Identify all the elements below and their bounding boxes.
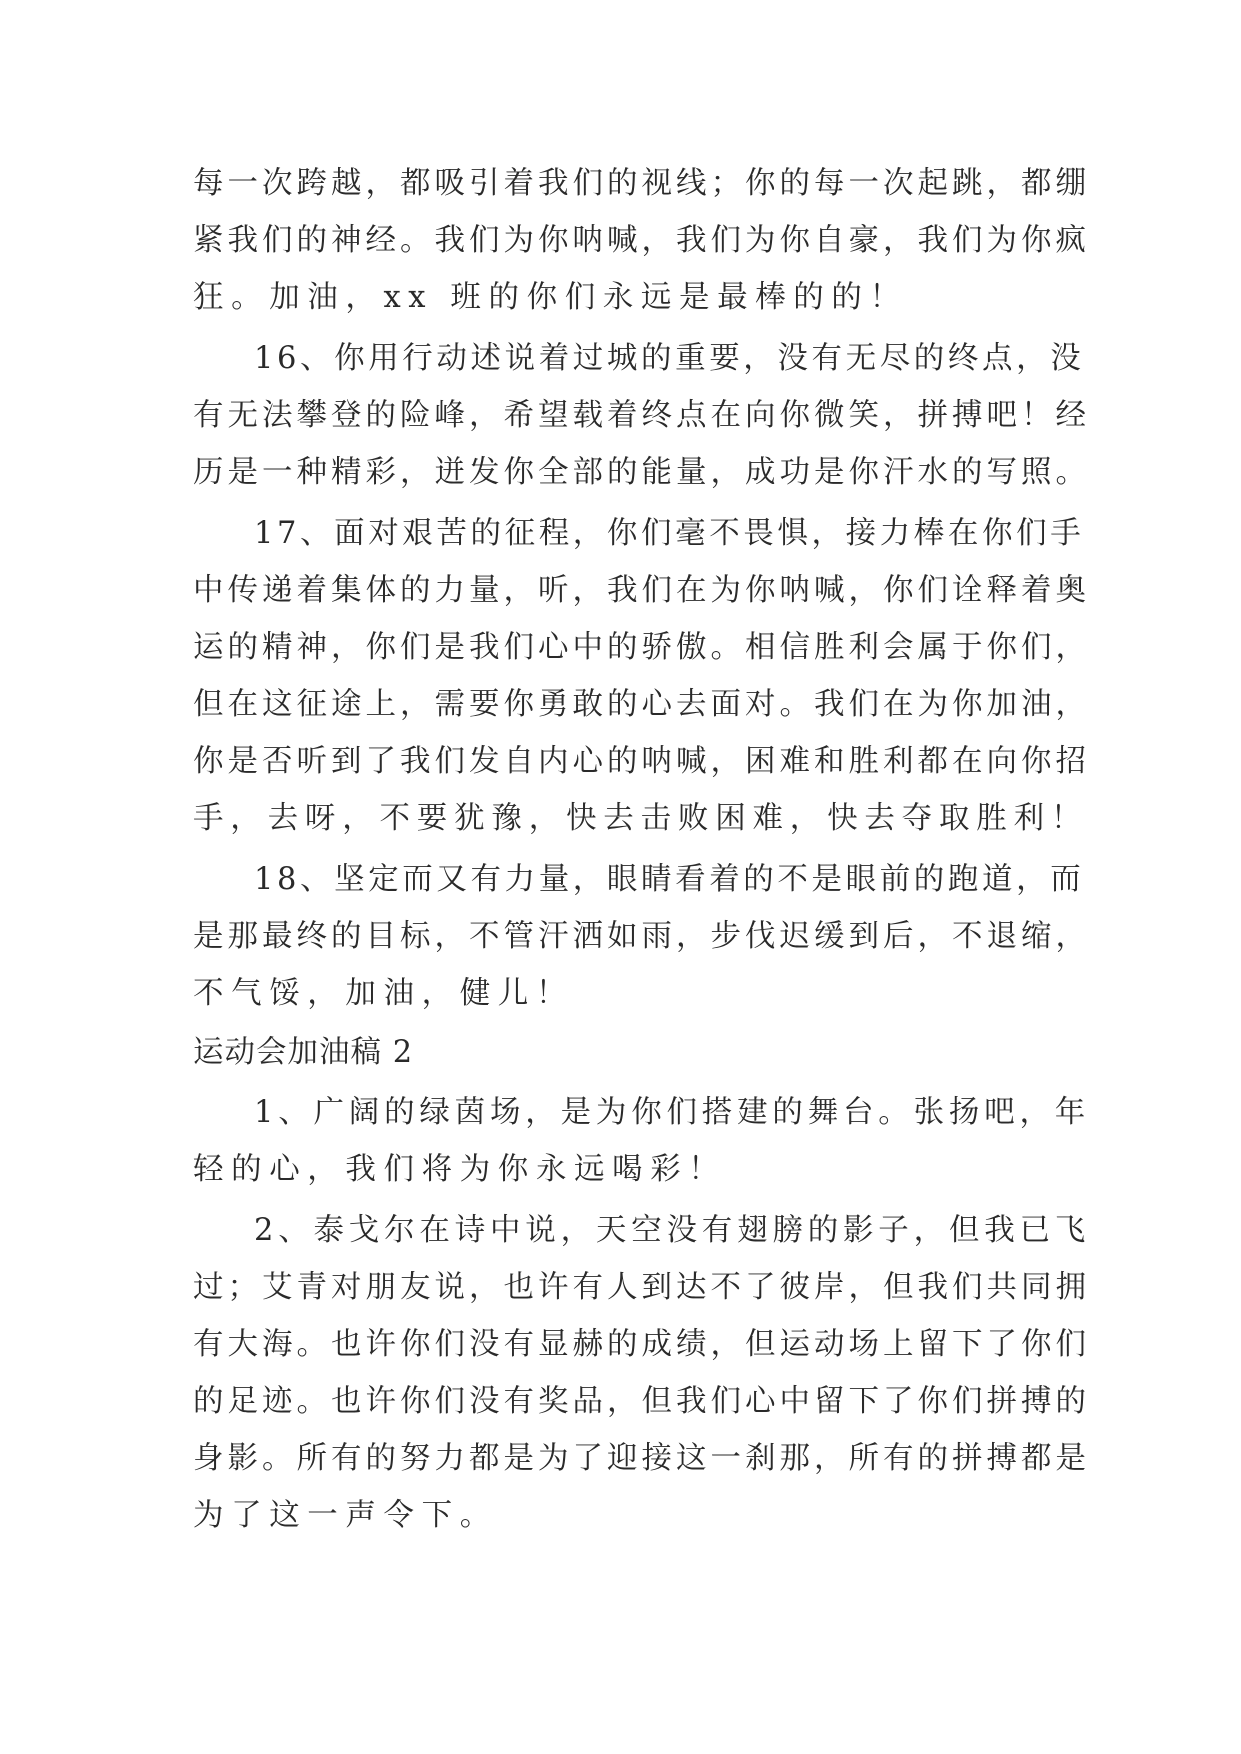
text-line: 18、坚定而又有力量，眼睛看着的不是眼前的跑道，而 — [254, 862, 1085, 897]
text-line: 16、你用行动述说着过城的重要，没有无尽的终点，没 — [254, 341, 1085, 376]
text-line: 中传递着集体的力量，听，我们在为你呐喊，你们诠释着奥 — [193, 573, 1090, 608]
text-line: 手，去呀，不要犹豫，快去击败困难，快去夺取胜利！ — [193, 801, 1089, 836]
text-line: 过；艾青对朋友说，也许有人到达不了彼岸，但我们共同拥 — [193, 1270, 1090, 1305]
text-line: 狂。加油，xx 班的你们永远是最棒的的！ — [193, 280, 908, 315]
text-line: 每一次跨越，都吸引着我们的视线；你的每一次起跳，都绷 — [193, 166, 1090, 201]
text-line: 17、面对艰苦的征程，你们毫不畏惧，接力棒在你们手 — [254, 516, 1085, 551]
text-line: 运的精神，你们是我们心中的骄傲。相信胜利会属于你们， — [193, 630, 1090, 665]
text-line: 有大海。也许你们没有显赫的成绩，但运动场上留下了你们 — [193, 1327, 1090, 1362]
text-line: 是那最终的目标，不管汗洒如雨，步伐迟缓到后，不退缩， — [193, 919, 1090, 954]
text-line: 身影。所有的努力都是为了迎接这一刹那，所有的拼搏都是 — [193, 1441, 1090, 1476]
text-line: 有无法攀登的险峰，希望载着终点在向你微笑，拼搏吧！经 — [193, 398, 1090, 433]
text-line: 为了这一声令下。 — [193, 1498, 498, 1533]
text-line: 的足迹。也许你们没有奖品，但我们心中留下了你们拼搏的 — [193, 1384, 1090, 1419]
text-line: 紧我们的神经。我们为你呐喊，我们为你自豪，我们为你疯 — [193, 223, 1090, 258]
text-line: 历是一种精彩，迸发你全部的能量，成功是你汗水的写照。 — [193, 455, 1090, 490]
text-line: 但在这征途上，需要你勇敢的心去面对。我们在为你加油， — [193, 687, 1090, 722]
text-line: 不气馁，加油，健儿！ — [193, 976, 574, 1011]
section-heading: 运动会加油稿 2 — [193, 1035, 414, 1070]
text-line: 1、广阔的绿茵场，是为你们搭建的舞台。张扬吧，年 — [254, 1095, 1091, 1130]
text-line: 轻的心，我们将为你永远喝彩！ — [193, 1152, 727, 1187]
text-line: 你是否听到了我们发自内心的呐喊，困难和胜利都在向你招 — [193, 744, 1090, 779]
text-line: 2、泰戈尔在诗中说，天空没有翅膀的影子，但我已飞 — [254, 1213, 1091, 1248]
